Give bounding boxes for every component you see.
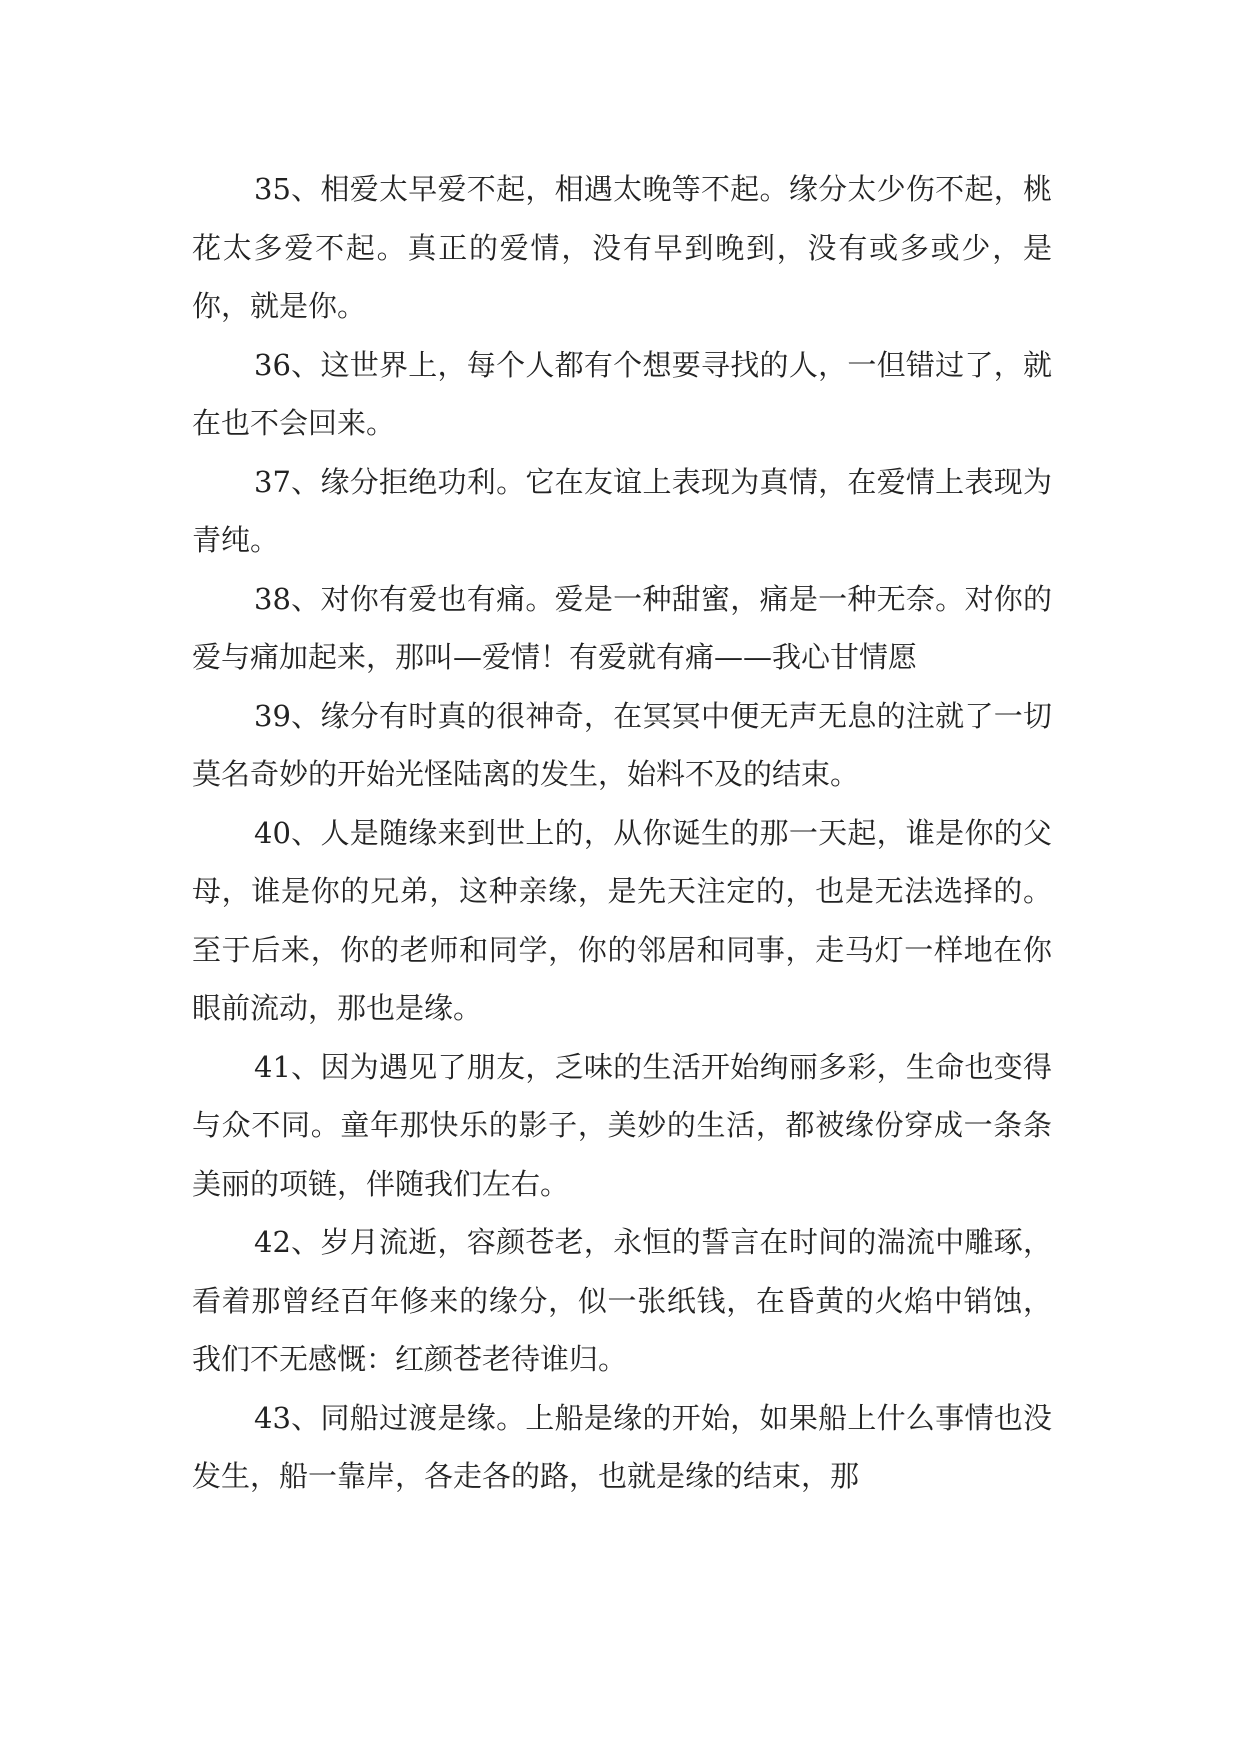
paragraph-43: 43、同船过渡是缘。上船是缘的开始，如果船上什么事情也没发生，船一靠岸，各走各的路，也就是缘的结束，那 xyxy=(192,1400,1052,1493)
paragraph-36: 36、这世界上，每个人都有个想要寻找的人，一但错过了，就在也不会回来。 xyxy=(192,347,1052,440)
paragraph-41: 41、因为遇见了朋友，乏味的生活开始绚丽多彩，生命也变得与众不同。童年那快乐的影子，美妙的生活，都被缘份穿成一条条美丽的项链，伴随我们左右。 xyxy=(192,1049,1052,1201)
paragraph-38: 38、对你有爱也有痛。爱是一种甜蜜，痛是一种无奈。对你的爱与痛加起来，那叫—爱情！有爱就有痛——我心甘情愿 xyxy=(192,581,1052,674)
paragraph-39: 39、缘分有时真的很神奇，在冥冥中便无声无息的注就了一切莫名奇妙的开始光怪陆离的发生，始料不及的结束。 xyxy=(192,698,1052,791)
paragraph-40: 40、人是随缘来到世上的，从你诞生的那一天起，谁是你的父母，谁是你的兄弟，这种亲缘，是先天注定的，也是无法选择的。至于后来，你的老师和同学，你的邻居和同事，走马灯一样地在你眼前流动，那也是缘。 xyxy=(192,815,1052,1025)
paragraph-37: 37、缘分拒绝功利。它在友谊上表现为真情，在爱情上表现为青纯。 xyxy=(192,464,1052,557)
document-body xyxy=(192,160,1052,1506)
paragraph-42: 42、岁月流逝，容颜苍老，永恒的誓言在时间的湍流中雕琢，看着那曾经百年修来的缘分，似一张纸钱，在昏黄的火焰中销蚀，我们不无感慨：红颜苍老待谁归。 xyxy=(192,1225,1052,1376)
paragraph-35: 35、相爱太早爱不起，相遇太晚等不起。缘分太少伤不起，桃花太多爱不起。真正的爱情，没有早到晚到，没有或多或少，是你，就是你。 xyxy=(192,172,1052,323)
